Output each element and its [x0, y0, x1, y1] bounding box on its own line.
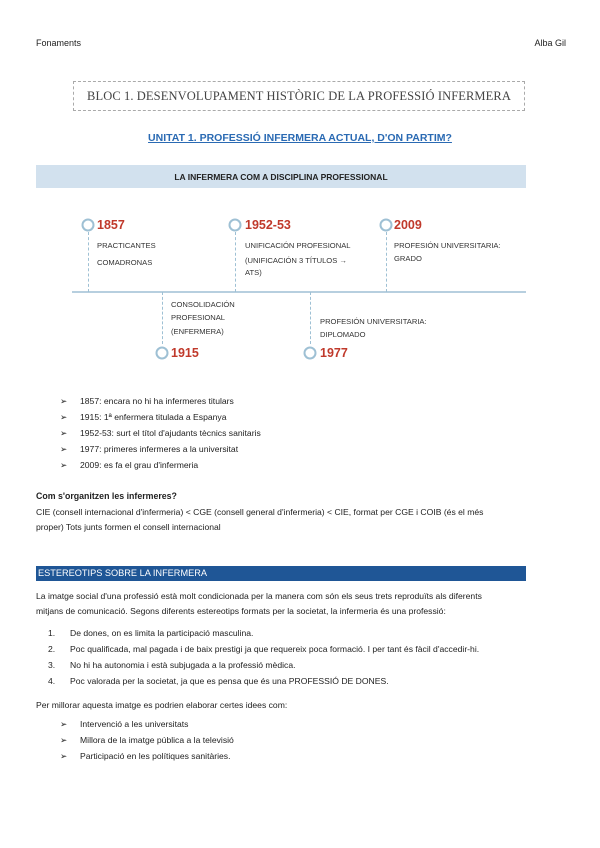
arrow-bullet-icon: ➢ — [60, 719, 68, 729]
timeline-connector — [386, 232, 387, 292]
list-item: 1. De dones, on es limita la participació masculina. — [48, 628, 254, 638]
arrow-bullet-icon: ➢ — [60, 428, 68, 438]
header-left: Fonaments — [36, 38, 82, 48]
list-item: ➢ 1952-53: surt el títol d'ajudants tècnics sanitaris — [60, 428, 261, 438]
timeline-pin-icon — [228, 218, 242, 232]
timeline-label: PRACTICANTES COMADRONAS — [97, 241, 156, 267]
list-item: ➢ Millora de la imatge pública a la televisió — [60, 735, 234, 745]
timeline-label: UNIFICACIÓN PROFESIONAL (UNIFICACIÓN 3 TÍTULOS → ATS) — [245, 241, 351, 278]
organization-paragraph: CIE (consell internacional d'infermeria) < CGE (consell general d'infermeria) < CIE, format per CGE i COIB (és el més proper) Tots junts formen el consell internacional — [36, 507, 484, 533]
band-title: LA INFERMERA COM A DISCIPLINA PROFESSIONAL — [174, 171, 388, 182]
bloc-title-box — [73, 81, 525, 111]
list-item: 2. Poc qualificada, mal pagada i de baix prestigi ja que requereix poca formació. I per tant és fàcil d'accedir-hi. — [48, 644, 480, 654]
timeline-pin-icon — [155, 346, 169, 360]
timeline-axis — [72, 291, 526, 293]
timeline-connector — [162, 292, 163, 344]
timeline-label: PROFESIÓN UNIVERSITARIA: GRADO — [394, 241, 501, 263]
section-title: ESTEREOTIPS SOBRE LA INFERMERA — [38, 568, 207, 578]
timeline-connector — [310, 292, 311, 344]
list-item: ➢ 2009: es fa el grau d'infermeria — [60, 460, 199, 470]
timeline-year: 1857 — [97, 218, 125, 232]
list-item: ➢ 1857: encara no hi ha infermeres titulars — [60, 396, 234, 406]
arrow-bullet-icon: ➢ — [60, 751, 68, 761]
discipline-band — [36, 165, 526, 188]
timeline-label: PROFESIÓN UNIVERSITARIA: DIPLOMADO — [320, 317, 427, 339]
list-item: ➢ Intervenció a les universitats — [60, 719, 189, 729]
arrow-bullet-icon: ➢ — [60, 735, 68, 745]
organization-heading: Com s'organitzen les infermeres? — [36, 491, 177, 501]
list-item: ➢ 1915: 1ª enfermera titulada a Espanya — [60, 412, 227, 422]
timeline-pin-icon — [303, 346, 317, 360]
timeline-connector — [235, 232, 236, 292]
timeline-pin-icon — [379, 218, 393, 232]
header-right: Alba Gil — [534, 38, 566, 48]
timeline-pin-icon — [81, 218, 95, 232]
list-item: 3. No hi ha autonomia i està subjugada a la professió mèdica. — [48, 660, 296, 670]
arrow-bullet-icon: ➢ — [60, 460, 68, 470]
bloc-title: BLOC 1. DESENVOLUPAMENT HISTÒRIC DE LA PROFESSIÓ INFERMERA — [87, 88, 511, 103]
list-item: ➢ 1977: primeres infermeres a la universitat — [60, 444, 239, 454]
section-heading — [36, 566, 526, 581]
timeline-year: 1977 — [320, 346, 348, 360]
arrow-bullet-icon: ➢ — [60, 396, 68, 406]
arrow-bullet-icon: ➢ — [60, 412, 68, 422]
timeline-connector — [88, 232, 89, 292]
arrow-bullet-icon: ➢ — [60, 444, 68, 454]
stereotypes-intro: La imatge social d'una professió està molt condicionada per la manera com són els seus trets reproduïts als diferents mitjans de comunicació. Segons diferents estereotips formats per la societat, la infermeria és una professió: — [36, 591, 482, 617]
list-item: 4. Poc valorada per la societat, ja que es pensa que és una PROFESSIÓ DE DONES. — [48, 676, 389, 686]
timeline-year: 1952-53 — [245, 218, 291, 232]
unitat-title: UNITAT 1. PROFESSIÓ INFERMERA ACTUAL, D'ON PARTIM? — [148, 132, 452, 144]
timeline-label: CONSOLIDACIÓN PROFESIONAL (ENFERMERA) — [171, 300, 235, 337]
timeline-year: 1915 — [171, 346, 199, 360]
list-item: ➢ Participació en les polítiques sanitàries. — [60, 751, 231, 761]
timeline-year: 2009 — [394, 218, 422, 232]
improve-intro: Per millorar aquesta imatge es podrien elaborar certes idees com: — [36, 700, 288, 710]
